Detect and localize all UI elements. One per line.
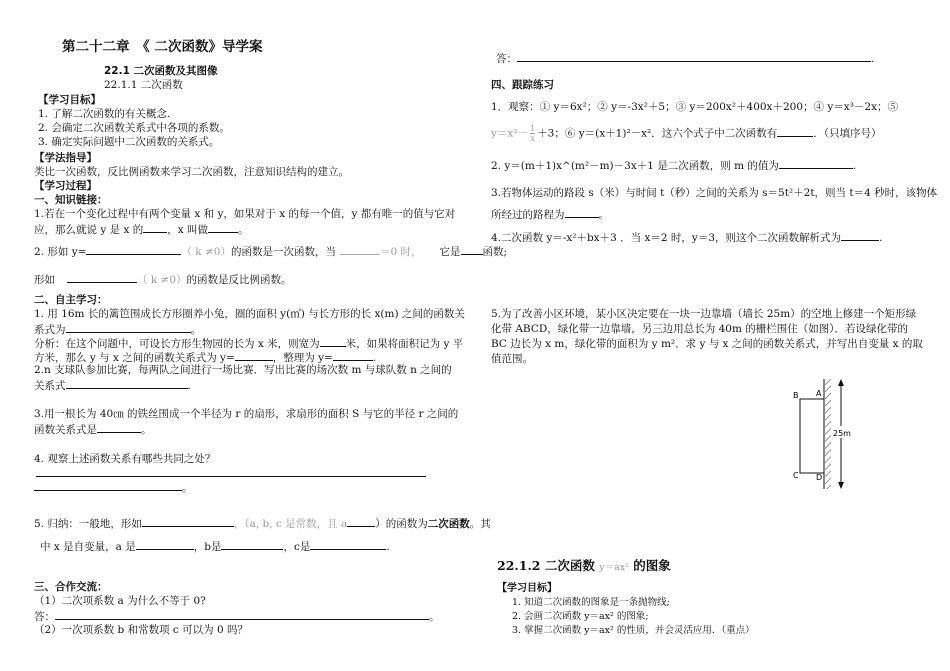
goals-heading: 【学习目标】 [38, 94, 101, 106]
rectangle-wall-figure [786, 374, 862, 494]
q7-line1: 5. 归纳：一般地，形如 ，（a, b, c 是常数，且 a ）的函数为二次函数。其 [34, 515, 491, 531]
e2-line: 2. y＝(m＋1)x^(m²－m)－3x＋1 是二次函数，则 m 的值为 . [491, 157, 856, 173]
discussion-heading: 三、合作交流： [34, 581, 108, 593]
self-study-heading: 二、自主学习： [34, 294, 108, 306]
q2-line1: 2. 形如 y= （ k ≠0）的函数是一次函数，当 ＝0 时， 它是 函数; [34, 243, 507, 259]
e2-blank[interactable] [779, 157, 853, 169]
q5-line1: 3.用一根长为 40㎝ 的铁丝围成一个半径为 r 的扇形，求扇形的面积 S 与它的半径 r 之间的 [34, 408, 459, 420]
q2-blank-3[interactable] [461, 243, 483, 255]
next-goal-item: 1. 知道二次函数的图象是一条抛物线; [512, 597, 670, 608]
wall-length-label: 25m [833, 429, 851, 438]
method-heading: 【学法指导】 [34, 152, 97, 164]
q6-line2: 。 [34, 479, 193, 495]
q3-blank-1[interactable] [66, 321, 191, 333]
answer-row: 答： . [496, 50, 874, 66]
q1-line2: 应，那么就说 y 是 x 的 ，x 叫做 。 [34, 221, 248, 237]
q1-blank-2[interactable] [208, 221, 238, 233]
q2-blank-2[interactable] [340, 243, 380, 255]
q4-blank[interactable] [66, 377, 188, 389]
process-heading: 【学习过程】 [34, 180, 97, 192]
e4-blank[interactable] [841, 229, 879, 241]
q3-line3: 分析：在这个问题中，可设长方形生物园的长为 x 米，则宽为 米，如果将面积记为 y 平 [34, 335, 463, 351]
q4-line1: 2.n 支球队参加比赛，每两队之间进行一场比赛．写出比赛的场次数 m 与球队数 n 之间的 [34, 364, 452, 376]
e1-line1: 1．观察：① y＝6x²；② y＝-3x²＋5；③ y＝200x²＋400x＋200；④ y＝x³－2x；⑤ [491, 101, 899, 113]
q8-line: 中 x 是自变量，a 是 ，b是 ，c是 . [40, 538, 390, 554]
q8-blank-2[interactable] [221, 538, 283, 550]
q8-blank-1[interactable] [136, 538, 194, 550]
e5-line2: 化带 ABCD，绿化带一边靠墙，另三边用总长为 40m 的栅栏围住（如图）．若设绿化带的 [491, 323, 909, 335]
goal-item: 2. 会确定二次函数关系式中各项的系数。 [38, 122, 230, 134]
c2-question: （2）一次项系数 b 和常数项 c 可以为 0 吗？ [34, 624, 248, 636]
practice-heading: 四、跟踪练习 [491, 79, 554, 91]
arrow-up-icon [838, 379, 844, 386]
answer-line[interactable] [517, 50, 871, 62]
e3-blank[interactable] [565, 206, 599, 218]
e5-line4: 值范围。 [491, 353, 533, 365]
knowledge-heading: 一、知识链接： [34, 194, 108, 206]
method-text: 类比一次函数，反比例函数来学习二次函数，注意知识结构的建立。 [34, 166, 349, 178]
q2-blank-4[interactable] [67, 271, 137, 283]
q5-line2: 函数关系式是 。 [34, 421, 152, 437]
next-goal-item: 2. 会画二次函数 y＝ax² 的图象; [512, 611, 649, 622]
q6-answer-line-1[interactable] [36, 476, 426, 477]
e3-line2: 所经过的路程为 。 [491, 206, 609, 222]
next-section-title: 22.1.2 二次函数 y＝ax² 的图象 [497, 558, 671, 573]
chapter-title: 第二十二章 《 二次函数》导学案 [62, 39, 263, 55]
label-B: B [793, 391, 799, 400]
fence-outline [800, 399, 824, 473]
c1-answer-line[interactable] [55, 608, 429, 620]
c1-answer-row: 答： 。 [34, 608, 440, 624]
goal-item: 1. 了解二次函数的有关概念. [38, 108, 171, 120]
q8-blank-3[interactable] [310, 538, 386, 550]
q5-blank[interactable] [97, 421, 141, 433]
e5-line3: BC 边长为 x m，绿化带的面积为 y m²．求 y 与 x 之间的函数关系式，并写出自变量 x 的取 [491, 338, 923, 350]
e1-blank[interactable] [777, 125, 813, 137]
next-goal-item: 3. 掌握二次函数 y＝ax² 的性质，并会灵活应用．（重点） [512, 625, 755, 636]
label-C: C [793, 471, 799, 480]
q3-blank-3[interactable] [235, 349, 273, 361]
next-goals-heading: 【学习目标】 [497, 583, 557, 594]
subsection-heading: 22.1.1 二次函数 [104, 79, 183, 91]
e1-line2: y＝x²－ $\frac{1}{x}$ ＋3；⑥ y＝(x＋1)²－x²．这六个式子中二次函数有 ．（只填序号） [491, 124, 882, 143]
label-D: D [816, 473, 823, 482]
q2-blank-1[interactable] [86, 243, 181, 255]
goal-item: 3. 确定实际问题中二次函数的关系式。 [38, 136, 220, 148]
e5-line1: 5.为了改善小区环境，某小区决定要在一块一边靠墙（墙长 25m）的空地上修建一个矩形绿 [491, 308, 917, 320]
q6-answer-line-2[interactable] [34, 479, 182, 491]
arrow-down-icon [838, 482, 844, 489]
q3-line4: 方米，那么 y 与 x 之间的函数关系式为 y= ，整理为 y= . [34, 349, 376, 365]
q3-line2: 系式为 。 [34, 321, 201, 337]
q3-blank-4[interactable] [333, 349, 373, 361]
section-heading: 22.1 二次函数及其图像 [104, 65, 218, 77]
q7-blank-1[interactable] [142, 515, 234, 527]
q3-line1: 1. 用 16m 长的篱笆围成长方形圈养小兔，圈的面积 y(㎡) 与长方形的长 x(m) 之间的函数关 [34, 308, 465, 320]
label-A: A [816, 389, 822, 398]
e4-line: 4.二次函数 y＝-x²＋bx＋3 ．当 x＝2 时，y＝3，则这个二次函数解析式为 . [491, 229, 882, 245]
wall-hatch [825, 379, 831, 489]
q2-line2: 形如 （ k ≠0）的函数是反比例函数。 [34, 271, 292, 287]
q6-text: 4. 观察上述函数关系有哪些共同之处？ [34, 453, 216, 465]
q1-line1: 1.若在一个变化过程中有两个变量 x 和 y，如果对于 x 的每一个值，y 都有唯一的值与它对 [34, 208, 456, 220]
q3-blank-2[interactable] [320, 335, 346, 347]
q7-blank-2[interactable] [347, 515, 375, 527]
e3-line1: 3.若物体运动的路段 s（米）与时间 t（秒）之间的关系为 s＝5t²＋2t，则当 t＝4 秒时，该物体 [491, 187, 938, 199]
c1-question: （1）二次项系数 a 为什么不等于 0? [34, 595, 206, 607]
q1-blank-1[interactable] [143, 221, 167, 233]
q4-line2: 关系式 . [34, 377, 191, 393]
